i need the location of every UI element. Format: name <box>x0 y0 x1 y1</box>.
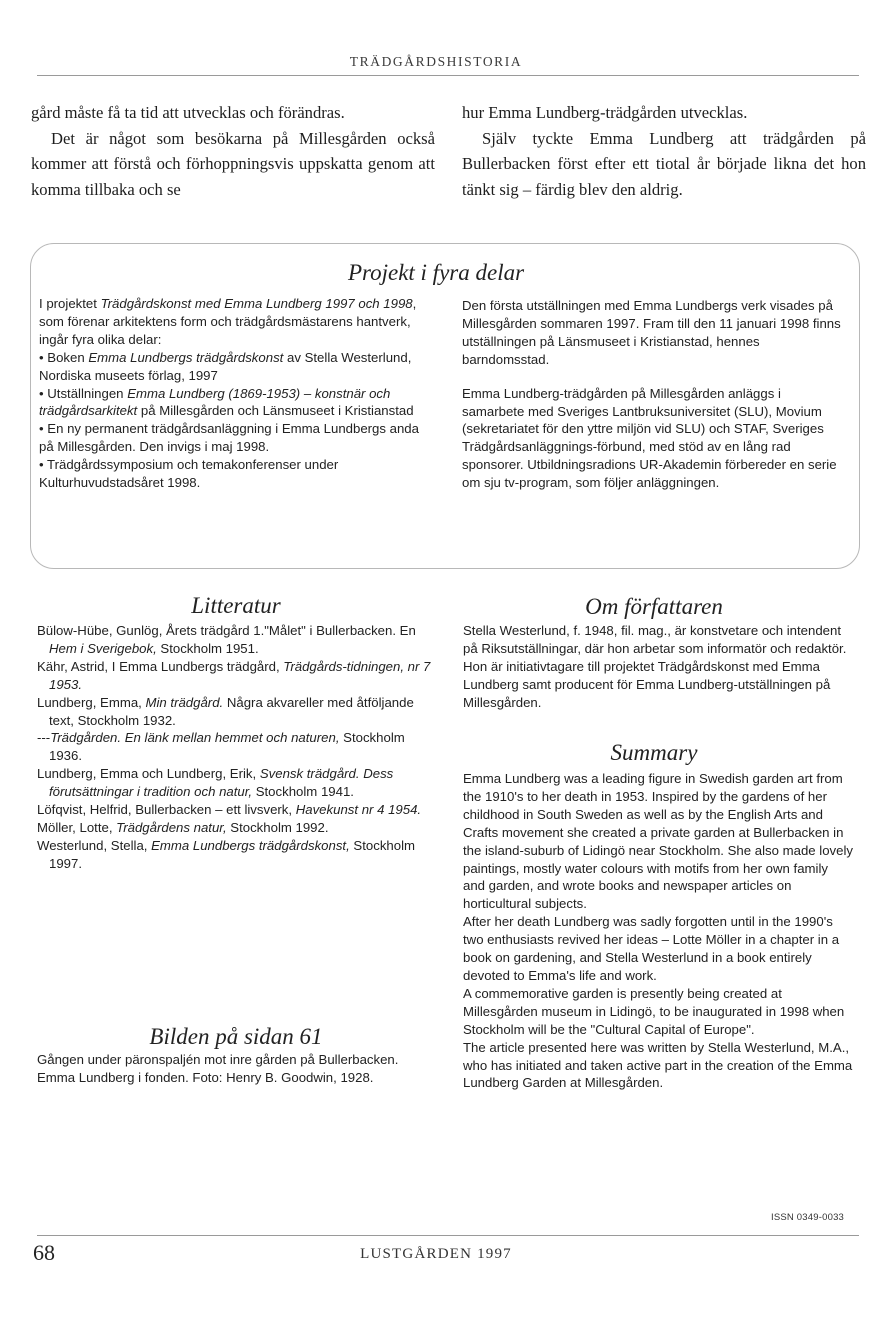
summary-text <box>463 770 853 1092</box>
literature-entry: Westerlund, Stella, Emma Lundbergs trädgårdskonst, Stockholm 1997. <box>37 837 415 871</box>
issn-number: ISSN 0349-0033 <box>771 1212 845 1223</box>
project-item-symposium: • Trädgårdssymposium och temakonferenser under Kulturhuvudstadsåret 1998. <box>39 457 339 491</box>
author-heading: Om författaren <box>585 594 723 619</box>
project-box-right-column <box>462 297 846 492</box>
body-paragraph: hur Emma Lundberg-trädgården utvecklas. <box>462 103 748 122</box>
literature-entry: Möller, Lotte, Trädgårdens natur, Stockholm 1992. <box>37 819 329 835</box>
body-paragraph: Själv tyckte Emma Lundberg att trädgården på Bullerbacken först efter ett tiotal år började likna det hon tänkt sig – färdig blev den aldrig. <box>462 128 866 199</box>
page-number: 68 <box>33 1240 55 1265</box>
project-box-title: Projekt i fyra delar <box>347 260 525 285</box>
journal-name: LUSTGÅRDEN 1997 <box>360 1246 512 1262</box>
literature-entry: Lundberg, Emma och Lundberg, Erik, Svensk trädgård. Dess förutsättningar i tradition och natur, Stockholm 1941. <box>37 766 394 800</box>
literature-heading: Litteratur <box>191 593 281 618</box>
summary-paragraph: A commemorative garden is presently being created at Millesgården museum in Lidingö, to be inaugurated in 1998 when Stockholm will be the "Cultural Capital of Europe". <box>463 985 845 1037</box>
body-column-left <box>31 100 435 202</box>
project-item-book: • Boken Emma Lundbergs trädgårdskonst av Stella Westerlund, Nordiska museets förlag, 1997 <box>39 349 412 383</box>
project-item-exhibition: • Utställningen Emma Lundberg (1869-1953) – konstnär och trädgårdsarkitekt på Millesgården och Länsmuseet i Kristianstad <box>39 385 414 419</box>
literature-entry: Bülow-Hübe, Gunlög, Årets trädgård 1."Målet" i Bullerbacken. En Hem i Sverigebok, Stockholm 1951. <box>37 623 416 656</box>
body-paragraph: gård måste få ta tid att utvecklas och förändras. <box>31 103 345 122</box>
author-text: Stella Westerlund, f. 1948, fil. mag., är konstvetare och intendent på Riksutställningar, där hon arbetar som informatör och redaktör. Hon är initiativtagare till projektet Trädgårdskonst med Emma Lundberg samt producent för Emma Lundberg-utställningen på Millesgården. <box>463 623 847 710</box>
project-intro: I projektet Trädgårdskonst med Emma Lundberg 1997 och 1998, som förenar arkitektens form och trädgårdsmästarens hantverk, ingår fyra olika delar: <box>39 296 417 347</box>
running-header: TRÄDGÅRDSHISTORIA <box>349 54 523 69</box>
literature-entry: Kähr, Astrid, I Emma Lundbergs trädgård, Trädgårds-tidningen, nr 7 1953. <box>37 658 431 692</box>
literature-entry: Lundberg, Emma, Min trädgård. Några akvareller med åtföljande text, Stockholm 1932. <box>37 694 414 728</box>
project-exhibition-text: Den första utställningen med Emma Lundbergs verk visades på Millesgården sommaren 1997. Fram till den 11 januari 1998 finns utställningen på Länsmuseet i Kristianstad, hennes barndomsstad. <box>462 298 841 367</box>
body-column-right <box>462 100 866 202</box>
summary-heading: Summary <box>610 740 698 765</box>
literature-list <box>37 622 439 873</box>
project-garden-text: Emma Lundberg-trädgården på Millesgården anläggs i samarbete med Sveriges Lantbruksuniversitet (SLU), Movium (sekretariatet för den yttre miljön vid SLU) och STAF, Sveriges Trädgårdsanläggnings-förbund, med stöd av en lång rad sponsorer. Utbildningsradions UR-Akademin förbereder en serie om sju tv-program, som följer anläggningen. <box>462 385 837 491</box>
summary-paragraph: Emma Lundberg was a leading figure in Swedish garden art from the 1910's to her death in 1953. Inspired by the gardens of her childhood in South Sweden as well as by the English Arts and Crafts movement she created a private garden at Bullerbacken in the island-suburb of Lidingö near Stockholm. She also made lovely paintings, mostly water colours with motifs from her own family and garden, and wrote books and newspaper articles on horticultural subjects. <box>463 771 853 912</box>
summary-paragraph: After her death Lundberg was sadly forgotten until in the 1990's two enthusiasts revived her ideas – Lotte Möller in a chapter in a book on gardening, and Stella Westerlund in a book entirely devoted to Emma's life and work. <box>463 914 840 983</box>
project-box-left-column <box>39 295 436 492</box>
caption-text: Gången under päronspaljén mot inre gården på Bullerbacken. Emma Lundberg i fonden. Foto: Henry B. Goodwin, 1928. <box>37 1052 399 1085</box>
project-item-garden: • En ny permanent trädgårdsanläggning i Emma Lundbergs anda på Millesgården. Den invigs i maj 1998. <box>39 421 419 455</box>
caption-heading: Bilden på sidan 61 <box>149 1024 323 1049</box>
header-rule <box>37 75 859 76</box>
footer-rule <box>37 1235 859 1236</box>
body-paragraph: Det är något som besökarna på Millesgården också kommer att förstå och förhoppningsvis uppskatta genom att komma tillbaka och se <box>31 128 435 199</box>
literature-entry: ---Trädgården. En länk mellan hemmet och naturen, Stockholm 1936. <box>37 730 405 764</box>
summary-paragraph: The article presented here was written by Stella Westerlund, M.A., who has initiated and taken active part in the creation of the Emma Lundberg Garden at Millesgården. <box>463 1039 853 1091</box>
literature-entry: Löfqvist, Helfrid, Bullerbacken – ett livsverk, Havekunst nr 4 1954. <box>37 802 422 818</box>
